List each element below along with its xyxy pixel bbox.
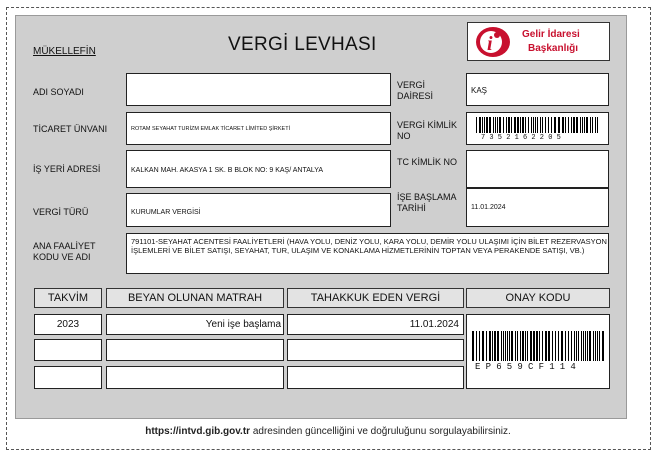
vergi-turu-value: KURUMLAR VERGİSİ — [131, 209, 201, 216]
barcode-bar — [574, 331, 575, 361]
vergi-kimlik-barcode — [476, 117, 600, 133]
barcode-bar — [522, 117, 524, 133]
barcode-bar — [486, 117, 488, 133]
barcode-bar — [507, 331, 508, 361]
ise-baslama-label: İŞE BAŞLAMA TARİHİ — [397, 192, 457, 213]
table-row-2-matrah — [106, 339, 284, 361]
svg-text:i: i — [487, 33, 493, 55]
barcode-bar — [585, 331, 586, 361]
barcode-bar — [587, 331, 588, 361]
barcode-bar — [476, 331, 477, 361]
barcode-bar — [509, 331, 510, 361]
barcode-bar — [565, 117, 566, 133]
barcode-bar — [506, 117, 507, 133]
barcode-bar — [551, 117, 552, 133]
barcode-bar — [555, 331, 556, 361]
page-title: VERGİ LEVHASI — [228, 34, 377, 55]
adi-soyadi-field — [126, 73, 391, 106]
vergi-kimlik-field — [466, 112, 609, 145]
barcode-bar — [508, 117, 510, 133]
barcode-bar — [542, 331, 543, 361]
takvim-header: TAKVİM — [34, 288, 102, 308]
onay-kodu-value: EP659CF114 — [475, 362, 582, 372]
barcode-bar — [533, 117, 534, 133]
onay-kodu-header: ONAY KODU — [466, 288, 610, 308]
barcode-bar — [520, 331, 521, 361]
barcode-bar — [586, 117, 588, 133]
barcode-bar — [486, 331, 487, 361]
barcode-bar — [539, 331, 540, 361]
barcode-bar — [499, 117, 501, 133]
faaliyet-field — [126, 233, 609, 274]
barcode-bar — [497, 331, 499, 361]
vergi-dairesi-value: KAŞ — [471, 86, 488, 95]
table-row-3-matrah — [106, 366, 284, 389]
barcode-bar — [576, 331, 577, 361]
barcode-bar — [595, 117, 596, 133]
tc-kimlik-label: TC KİMLİK NO — [397, 157, 458, 167]
barcode-bar — [479, 117, 481, 133]
barcode-bar — [593, 331, 594, 361]
table-row-1-matrah — [106, 314, 284, 335]
barcode-bar — [540, 117, 541, 133]
barcode-bar — [484, 117, 485, 133]
gib-emblem-icon — [474, 25, 514, 59]
barcode-bar — [548, 331, 550, 361]
barcode-bar — [602, 331, 604, 361]
barcode-bar — [511, 331, 513, 361]
barcode-bar — [527, 331, 528, 361]
vergi-turu-label: VERGİ TÜRÜ — [33, 207, 89, 217]
barcode-bar — [515, 331, 516, 361]
barcode-bar — [514, 117, 516, 133]
barcode-bar — [476, 117, 477, 133]
barcode-bar — [568, 117, 569, 133]
barcode-bar — [495, 117, 496, 133]
barcode-bar — [503, 331, 504, 361]
verification-url[interactable]: https://intvd.gib.gov.tr — [145, 426, 251, 437]
ticaret-unvani-label: TİCARET ÜNVANI — [33, 124, 108, 134]
barcode-bar — [554, 117, 556, 133]
barcode-bar — [558, 117, 560, 133]
ticaret-unvani-value: ROTAM SEYAHAT TURİZM EMLAK TİCARET LİMİTED ŞİRKETİ — [131, 126, 291, 132]
barcode-bar — [528, 117, 529, 133]
barcode-bar — [552, 331, 553, 361]
barcode-bar — [581, 331, 582, 361]
barcode-bar — [589, 331, 591, 361]
vergi-dairesi-field — [466, 73, 609, 106]
vergi-kimlik-value: 7352162205 — [481, 134, 566, 142]
matrah-value: Yeni işe başlama — [205, 319, 281, 330]
barcode-bar — [533, 331, 535, 361]
isyeri-adresi-value: KALKAN MAH. AKASYA 1 SK. B BLOK NO: 9 KAŞ/ ANTALYA — [131, 167, 324, 174]
barcode-bar — [597, 117, 598, 133]
ise-baslama-value: 11.01.2024 — [471, 204, 506, 211]
matrah-header: BEYAN OLUNAN MATRAH — [106, 288, 284, 308]
barcode-bar — [592, 117, 593, 133]
isyeri-adresi-field — [126, 150, 391, 188]
barcode-bar — [520, 117, 521, 133]
barcode-bar — [525, 331, 526, 361]
barcode-bar — [482, 331, 484, 361]
barcode-bar — [493, 117, 494, 133]
barcode-bar — [536, 331, 538, 361]
barcode-bar — [482, 117, 483, 133]
barcode-bar — [571, 117, 572, 133]
barcode-bar — [530, 331, 532, 361]
table-row-3-takvim — [34, 366, 102, 389]
vergi-kimlik-label: VERGİ KİMLİK NO — [397, 120, 458, 141]
onay-kodu-field — [466, 314, 610, 389]
barcode-bar — [545, 331, 547, 361]
faaliyet-value: 791101-SEYAHAT ACENTESİ FAALİYETLERİ (HAVA YOLU, DENİZ YOLU, KARA YOLU, DEMİR YOLU ULAŞIMI İÇİN BİLET REZERVASYON İŞLEMLERİ VE BİLET SATIŞI, SEYAHAT, TUR, ULAŞIM VE KONAKLAMA HİZMETLERİNİN TOPTAN VEYA PERAKENDE SATIŞI, VB.) — [131, 237, 607, 255]
ise-baslama-field — [466, 188, 609, 227]
barcode-bar — [558, 331, 559, 361]
barcode-bar — [545, 117, 546, 133]
barcode-bar — [576, 117, 578, 133]
table-row-2-takvim — [34, 339, 102, 361]
subtitle: MÜKELLEFİN — [33, 46, 96, 57]
adi-soyadi-label: ADI SOYADI — [33, 87, 84, 97]
logo-text-2: Başkanlığı — [528, 43, 579, 54]
table-row-3-tahakkuk — [287, 366, 464, 389]
gib-logo — [467, 22, 610, 61]
barcode-bar — [595, 331, 596, 361]
barcode-bar — [531, 117, 532, 133]
barcode-bar — [517, 117, 519, 133]
ticaret-unvani-field — [126, 112, 391, 145]
barcode-bar — [522, 331, 524, 361]
barcode-bar — [548, 117, 549, 133]
barcode-bar — [511, 117, 512, 133]
barcode-bar — [489, 331, 491, 361]
vergi-turu-field — [126, 193, 391, 227]
barcode-bar — [597, 331, 598, 361]
barcode-bar — [584, 117, 585, 133]
tc-kimlik-field — [466, 150, 609, 188]
table-row-1-takvim — [34, 314, 102, 335]
table-row-2-tahakkuk — [287, 339, 464, 361]
tahakkuk-value: 11.01.2024 — [409, 319, 459, 330]
tahakkuk-header: TAHAKKUK EDEN VERGİ — [287, 288, 464, 308]
barcode-bar — [590, 117, 591, 133]
barcode-bar — [573, 117, 575, 133]
barcode-bar — [501, 331, 502, 361]
verification-text: adresinden güncelliğini ve doğruluğunu sorgulayabilirsiniz. — [250, 426, 511, 437]
barcode-bar — [517, 331, 518, 361]
barcode-bar — [479, 331, 480, 361]
barcode-bar — [492, 331, 493, 361]
barcode-bar — [489, 117, 491, 133]
faaliyet-label: ANA FAALİYET KODU VE ADI — [33, 241, 96, 262]
barcode-bar — [568, 331, 569, 361]
table-row-1-tahakkuk — [287, 314, 464, 335]
barcode-bar — [542, 117, 543, 133]
barcode-bar — [582, 117, 583, 133]
barcode-bar — [503, 117, 504, 133]
barcode-bar — [505, 331, 506, 361]
barcode-bar — [537, 117, 538, 133]
barcode-bar — [494, 331, 496, 361]
barcode-bar — [565, 331, 566, 361]
barcode-bar — [580, 117, 581, 133]
isyeri-adresi-label: İŞ YERİ ADRESİ — [33, 164, 101, 174]
barcode-bar — [571, 331, 572, 361]
logo-text-1: Gelir İdaresi — [522, 29, 580, 40]
verification-footer — [0, 426, 656, 437]
barcode-bar — [535, 117, 536, 133]
barcode-bar — [525, 117, 526, 133]
takvim-value: 2023 — [56, 319, 80, 330]
barcode-bar — [561, 331, 563, 361]
barcode-bar — [472, 331, 474, 361]
barcode-bar — [562, 117, 564, 133]
barcode-bar — [578, 331, 579, 361]
onay-kodu-barcode — [472, 331, 606, 361]
barcode-bar — [583, 331, 584, 361]
vergi-dairesi-label: VERGİ DAİRESİ — [397, 80, 434, 101]
barcode-bar — [599, 331, 600, 361]
barcode-bar — [497, 117, 498, 133]
